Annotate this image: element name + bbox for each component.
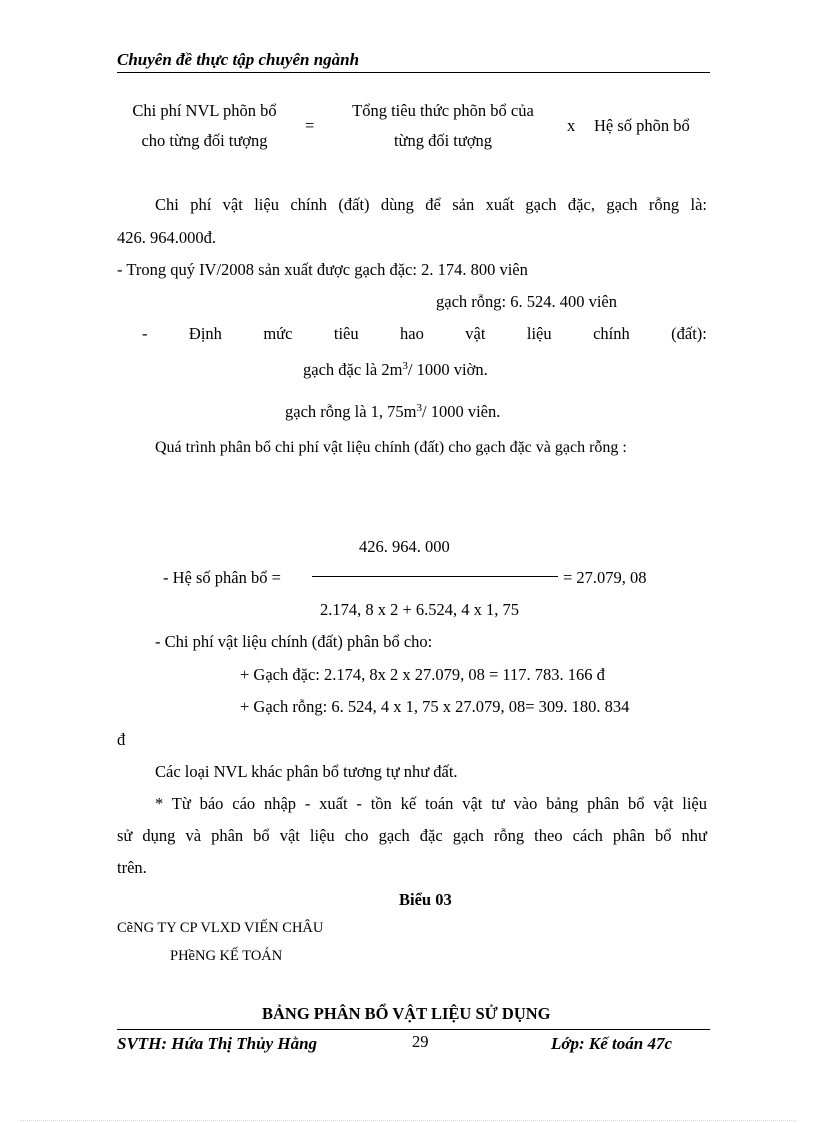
allocation-solid-brick: + Gạch đặc: 2.174, 8x 2 x 27.079, 08 = 117. 783. 166 đ — [240, 665, 605, 684]
norm-solid-brick — [303, 360, 488, 380]
norm-word: tiêu — [333, 324, 359, 343]
formula-times: x — [567, 116, 576, 135]
paragraph-main-material-line1: Chi phí vật liệu chính (đất) dùng để sản xuất gạch đặc, gạch rỗng là: — [155, 195, 707, 214]
footer-student: SVTH: Hứa Thị Thủy Hằng — [117, 1034, 318, 1053]
formula-left-line2: cho từng đối tượng — [141, 131, 268, 150]
quantity-hollow-brick: gạch rỗng: 6. 524. 400 viên — [436, 292, 618, 311]
quantity-solid-brick: - Trong quý IV/2008 sản xuất được gạch đặc: 2. 174. 800 viên — [117, 260, 528, 279]
coefficient-label: - Hệ số phân bổ = — [163, 568, 281, 587]
footer-class: Lớp: Kế toán 47c — [551, 1034, 673, 1053]
norm-hollow-unit: / 1000 viên. — [422, 402, 501, 421]
coefficient-numerator: 426. 964. 000 — [359, 537, 450, 556]
formula-mid-line2: từng đối tượng — [393, 131, 493, 150]
table-title: BẢNG PHÂN BỔ VẬT LIỆU SỬ DỤNG — [262, 1004, 551, 1023]
formula-right: Hệ số phõn bổ — [594, 116, 690, 135]
coefficient-result: = 27.079, 08 — [563, 568, 647, 587]
page-header-title: Chuyên đề thực tập chuyên ngành — [117, 50, 360, 69]
norm-word: mức — [263, 324, 293, 343]
note-line1: * Từ báo cáo nhập - xuất - tồn kế toán vật tư vào bảng phân bổ vật liệu — [155, 794, 707, 813]
norm-hollow-brick — [285, 402, 500, 422]
allocation-hollow-unit: đ — [117, 730, 126, 749]
paragraph-main-material-line2: 426. 964.000đ. — [117, 228, 216, 247]
header-rule — [117, 72, 710, 73]
norm-word: Định — [188, 324, 222, 343]
norm-solid-exponent: 3 — [402, 360, 408, 372]
norm-word: - — [142, 324, 148, 343]
norm-word: chính — [593, 324, 630, 343]
norm-word: vật — [465, 324, 486, 343]
department-name: PHềNG KẾ TOÁN — [170, 948, 283, 964]
norm-word: liệu — [526, 324, 552, 343]
company-name: CẽNG TY CP VLXD VIẾN CHÂU — [117, 920, 324, 936]
formula-mid-line1: Tổng tiêu thức phõn bổ của — [352, 101, 534, 120]
process-intro: Quá trình phân bổ chi phí vật liệu chính (đất) cho gạch đặc và gạch rỗng : — [155, 439, 627, 456]
page-number: 29 — [412, 1032, 429, 1051]
allocation-title: - Chi phí vật liệu chính (đất) phân bổ cho: — [155, 632, 433, 651]
allocation-hollow-brick: + Gạch rỗng: 6. 524, 4 x 1, 75 x 27.079, 08= 309. 180. 834 — [240, 697, 630, 716]
norm-word: (đất): — [671, 324, 707, 343]
norm-hollow-exponent: 3 — [416, 402, 423, 414]
fraction-bar — [312, 576, 558, 577]
other-materials-note: Các loại NVL khác phân bổ tương tự như đất. — [155, 762, 458, 781]
footer-rule — [117, 1029, 710, 1030]
norm-heading — [142, 324, 707, 344]
page-bottom-border — [20, 1120, 796, 1121]
note-line3: trên. — [117, 858, 147, 877]
note-line2: sử dụng và phân bổ vật liệu cho gạch đặc gạch rỗng theo cách phân bổ như — [117, 826, 707, 845]
norm-word: hao — [400, 324, 424, 343]
formula-left-line1: Chi phí NVL phõn bổ — [132, 101, 277, 120]
norm-hollow-text: gạch rỗng là 1, 75m — [285, 402, 417, 421]
norm-solid-text: gạch đặc là 2m — [303, 360, 403, 379]
formula-equals: = — [305, 116, 315, 135]
exhibit-label: Biểu 03 — [399, 890, 452, 909]
coefficient-denominator: 2.174, 8 x 2 + 6.524, 4 x 1, 75 — [320, 600, 520, 619]
norm-solid-unit: / 1000 viờn. — [407, 360, 488, 379]
